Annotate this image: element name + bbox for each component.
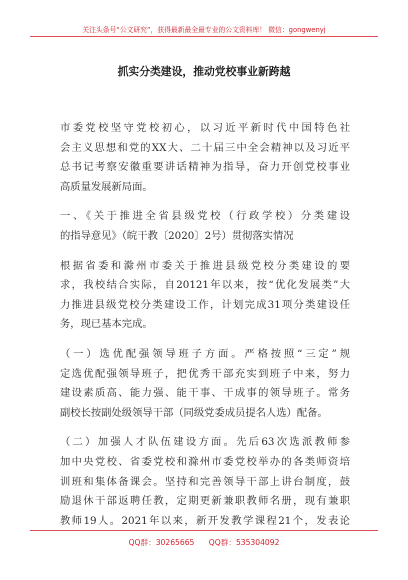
paragraph-4-line-3: 建设素质高、能力强、能干事、干成事的领导班子。常务 xyxy=(60,387,350,400)
paragraph-3-line-2: 求，我校结合实际，自20121年以来，按“优化发展类”大 xyxy=(60,279,350,292)
document-body xyxy=(60,119,350,531)
paragraph-3-line-3: 力推进县级党校分类建设工作，计划完成31项分类建设任 xyxy=(60,298,350,311)
paragraph-2-line-1: 一、《关于推进全省县级党校（行政学校）分类建设 xyxy=(60,210,350,223)
paragraph-5-line-3: 训班和集体备课会。坚持和完善领导干部上讲台制度，鼓 xyxy=(60,475,350,488)
paragraph-3-line-4: 务，现已基本完成。 xyxy=(60,318,153,331)
footer-qq-group-2: QQ群：535304092 xyxy=(208,538,280,547)
paragraph-gap xyxy=(60,197,350,207)
paragraph-5-line-4: 励退休干部返聘任教，定期更新兼职教师名册，现有兼职 xyxy=(60,495,350,508)
paragraph-4-line-4: 副校长按副处级领导干部（同级党委成员提名人选）配备。 xyxy=(60,406,328,419)
paragraph-4-line-2: 定选优配强领导班子，把优秀干部充实到班子中来，努力 xyxy=(60,367,350,380)
footer-qq-group-1: QQ群：30265665 xyxy=(128,538,195,547)
paragraph-1-line-2: 会主义思想和党的XX大、二十届三中全会精神以及习近平 xyxy=(60,141,350,154)
header-divider xyxy=(30,36,378,37)
paragraph-1-line-1: 市委党校坚守党校初心，以习近平新时代中国特色社 xyxy=(60,122,350,134)
paragraph-5-line-5: 教师19人。2021年以来，新开发教学课程21个，发表论 xyxy=(60,514,350,527)
paragraph-gap xyxy=(60,335,350,345)
paragraph-2-line-2: 的指导意见》（皖干教〔2020〕2号）贯彻落实情况 xyxy=(60,229,294,242)
header-banner: 关注头条号“公文研究”，获得最新最全最专业的公文资料库！ 微信：gongwenyj xyxy=(82,26,326,34)
paragraph-1-line-3: 总书记考察安徽重要讲话精神为指导，奋力开创党校事业 xyxy=(60,161,350,174)
document-title: 抓实分类建设，推动党校事业新跨越 xyxy=(117,65,291,78)
footer-contact xyxy=(0,537,408,548)
paragraph-5-line-2: 加中央党校、省委党校和滁州市委党校举办的各类师资培 xyxy=(60,455,350,468)
paragraph-1-line-4: 高质量发展新局面。 xyxy=(60,180,153,193)
paragraph-4-line-1: （一）选优配强领导班子方面。严格按照“三定”规 xyxy=(60,347,350,360)
footer-divider xyxy=(30,530,378,531)
paragraph-3-line-1: 根据省委和滁州市委关于推进县级党校分类建设的要 xyxy=(60,259,350,272)
paragraph-5-line-1: （二）加强人才队伍建设方面。先后63次选派教师参 xyxy=(60,436,350,449)
paragraph-gap xyxy=(60,423,350,433)
paragraph-gap xyxy=(60,247,350,257)
